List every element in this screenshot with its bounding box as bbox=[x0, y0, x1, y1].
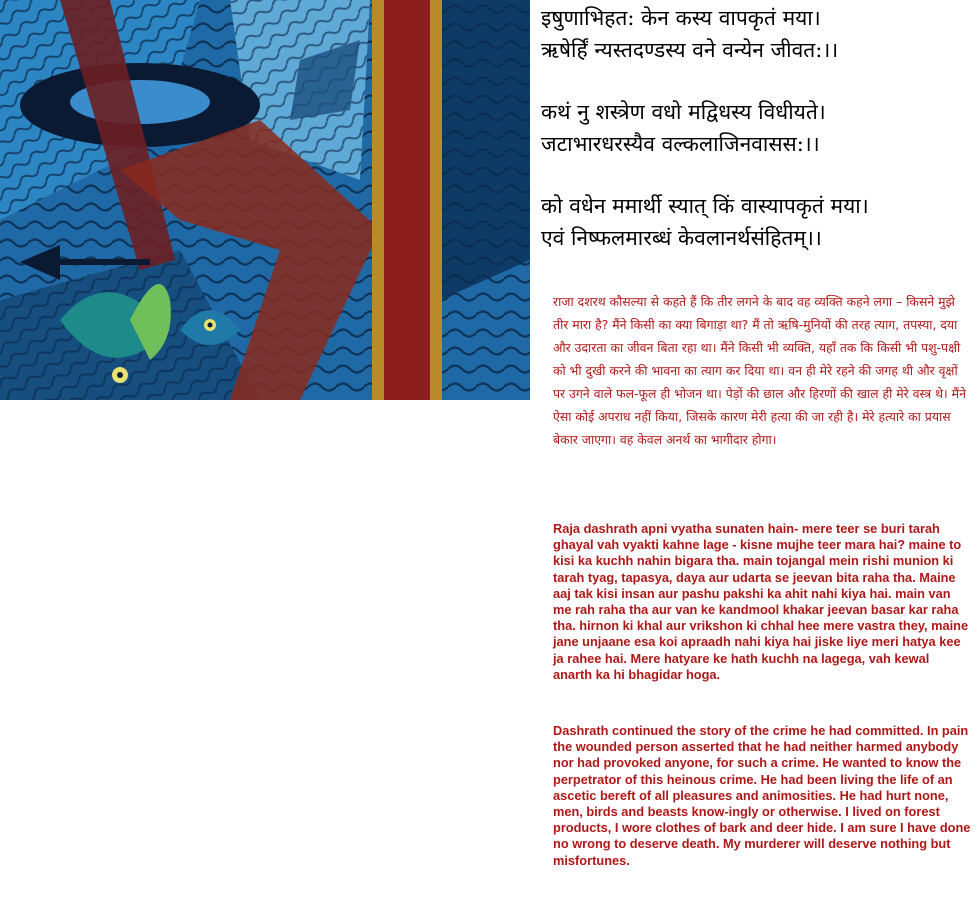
shloka-line: कथं नु शस्त्रेण वधो मद्विधस्य विधीयते। bbox=[541, 100, 826, 124]
sanskrit-shloka-block bbox=[541, 2, 977, 284]
painting-illustration bbox=[0, 0, 530, 400]
english-translation-paragraph: Dashrath continued the story of the crime he had committed. In pain the wounded person asserted that he had neither harmed anybody nor had provoked anyone, for such a crime. He wanted to know the perpetrator of this heinous crime. He had been living the life of an ascetic bereft of all pleasures and animosities. He had hurt none, men, birds and beasts know-ingly or otherwise. I lived on forest products, I wore clothes of bark and deer hide. I am sure I have done no wrong to deserve death. My murderer will deserve nothing but misfortunes. bbox=[553, 723, 971, 868]
hindi-translation-paragraph: राजा दशरथ कौसल्या से कहते हैं कि तीर लगने के बाद वह व्यक्ति कहने लगा – किसने मुझे तीर मारा है? मैंने किसी का क्या बिगाड़ा था? मैं तो ऋषि-मुनियों की तरह त्याग, तपस्या, दया और उदारता का जीवन बिता रहा था। मैंने किसी भी व्यक्ति, यहाँ तक कि किसी भी पशु-पक्षी को भी दुखी करने की भावना का त्याग कर दिया था। वन ही मेरे रहने की जगह थी और वृक्षों पर उगने वाले फल-फूल ही भोजन था। पेड़ों की छाल और हिरणों की खाल ही मेरे वस्त्र थे। मैंने ऐसा कोई अपराध नहीं किया, जिसके कारण मेरी हत्या की जा रही है। मेरे हत्यारे का प्रयास बेकार जाएगा। वह केवल अनर्थ का भागीदार होगा। bbox=[553, 294, 966, 447]
shloka-verse-2 bbox=[541, 96, 977, 160]
hinglish-translation-paragraph: Raja dashrath apni vyatha sunaten hain- mere teer se buri tarah ghayal vah vyakti kahne lage - kisne mujhe teer mara hai? maine to kisi ka kuchh nahin bigara tha. main tojangal mein rishi munion ki tarah tyag, tapasya, daya aur udarta se jeevan bita raha tha. Maine aaj tak kisi insan aur pashu pakshi ka ahit nahi kiya hai. main van me rah raha tha aur van ke kandmool khakar jeevan basar kar raha tha. hirnon ki khal aur vrikshon ki chhal hee mere vastra they, maine jane unjaane esa koi apraadh nahi kiya hai jiske liye meri hatya kee ja rahee hai. Mere hatyare ke hath kuchh na lagega, vah kewal anarth ka hi bhagidar hoga. bbox=[553, 521, 969, 682]
shloka-line: ऋषेर्हिं न्यस्तदण्डस्य वने वन्येन जीवत:।। bbox=[541, 38, 839, 62]
shloka-verse-1 bbox=[541, 2, 977, 66]
shloka-verse-3 bbox=[541, 190, 977, 254]
shloka-line: इषुणाभिहत: केन कस्य वापकृतं मया। bbox=[541, 6, 821, 30]
shloka-line: जटाभारधरस्यैव वल्कलाजिनवासस:।। bbox=[541, 132, 820, 156]
shloka-line: एवं निष्फलमारब्धं केवलानर्थसंहितम्।। bbox=[541, 226, 822, 250]
shloka-line: को वधेन ममार्थी स्यात् किं वास्यापकृतं मया। bbox=[541, 194, 869, 218]
